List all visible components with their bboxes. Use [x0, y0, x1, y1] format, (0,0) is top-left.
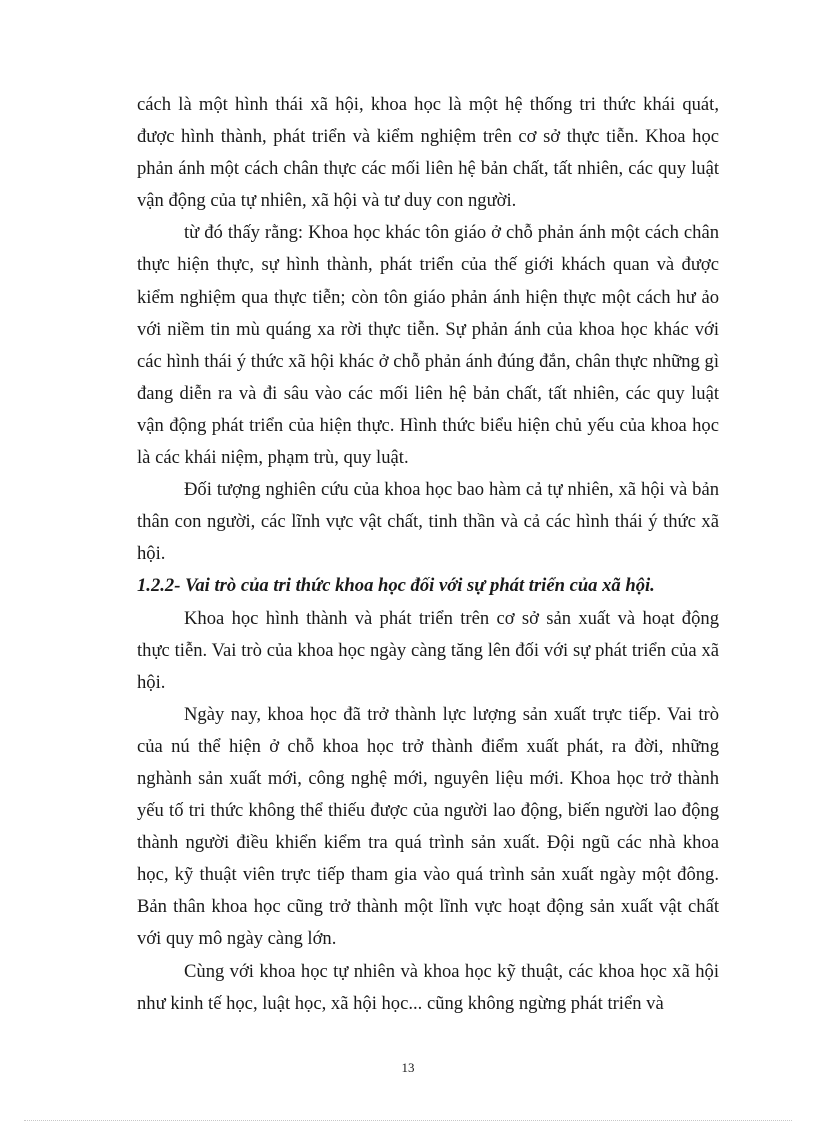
page-number: 13 [401, 1060, 415, 1075]
paragraph-social-sciences: Cùng với khoa học tự nhiên và khoa học kỹ thuật, các khoa học xã hội như kinh tế học, luật học, xã hội học... cũng không ngừng phát triển và [137, 960, 719, 1014]
section-heading: 1.2.2- Vai trò của tri thức khoa học đối với sự phát triển của xã hội. [137, 575, 655, 597]
paragraph-production-force: Ngày nay, khoa học đã trở thành lực lượng sản xuất trực tiếp. Vai trò của nú thể hiện ở chỗ khoa học trở thành điểm xuất phát, ra đời, những nghành sản xuất mới, công nghệ mới, nguyên liệu mới. Khoa học trở thành yếu tố tri thức không thể thiếu được của người lao động, biến người lao động thành người điều khiển kiểm tra quá trình sản xuất. Đội ngũ các nhà khoa học, kỹ thuật viên trực tiếp tham gia vào quá trình sản xuất ngày một đông. Bản thân khoa học cũng trở thành một lĩnh vực hoạt động sản xuất vật chất với quy mô ngày càng lớn. [137, 703, 719, 950]
paragraph-research-object: Đối tượng nghiên cứu của khoa học bao hàm cả tự nhiên, xã hội và bản thân con người, các lĩnh vực vật chất, tinh thần và cả các hình thái ý thức xã hội. [137, 479, 719, 565]
paragraph-continuation: cách là một hình thái xã hội, khoa học là một hệ thống tri thức khái quát, được hình thành, phát triển và kiểm nghiệm trên cơ sở thực tiễn. Khoa học phản ánh một cách chân thực các mối liên hệ bản chất, tất nhiên, các quy luật vận động của tự nhiên, xã hội và tư duy con người. [137, 94, 719, 212]
page-bottom-divider [24, 1120, 792, 1121]
paragraph-science-role: Khoa học hình thành và phát triển trên cơ sở sản xuất và hoạt động thực tiễn. Vai trò của khoa học ngày càng tăng lên đối với sự phát triển của xã hội. [137, 607, 719, 693]
paragraph-science-vs-religion: từ đó thấy rằng: Khoa học khác tôn giáo ở chỗ phản ánh một cách chân thực hiện thực, sự hình thành, phát triển của thế giới khách quan và được kiểm nghiệm qua thực tiễn; còn tôn giáo phản ánh hiện thực một cách hư ảo với niềm tin mù quáng xa rời thực tiễn. Sự phản ánh của khoa học khác với các hình thái ý thức xã hội khác ở chỗ phản ánh đúng đắn, chân thực những gì đang diễn ra và đi sâu vào các mối liên hệ bản chất, tất nhiên, các quy luật vận động phát triển của hiện thực. Hình thức biểu hiện chủ yếu của khoa học là các khái niệm, phạm trù, quy luật. [137, 222, 719, 469]
page-body [137, 89, 719, 1020]
